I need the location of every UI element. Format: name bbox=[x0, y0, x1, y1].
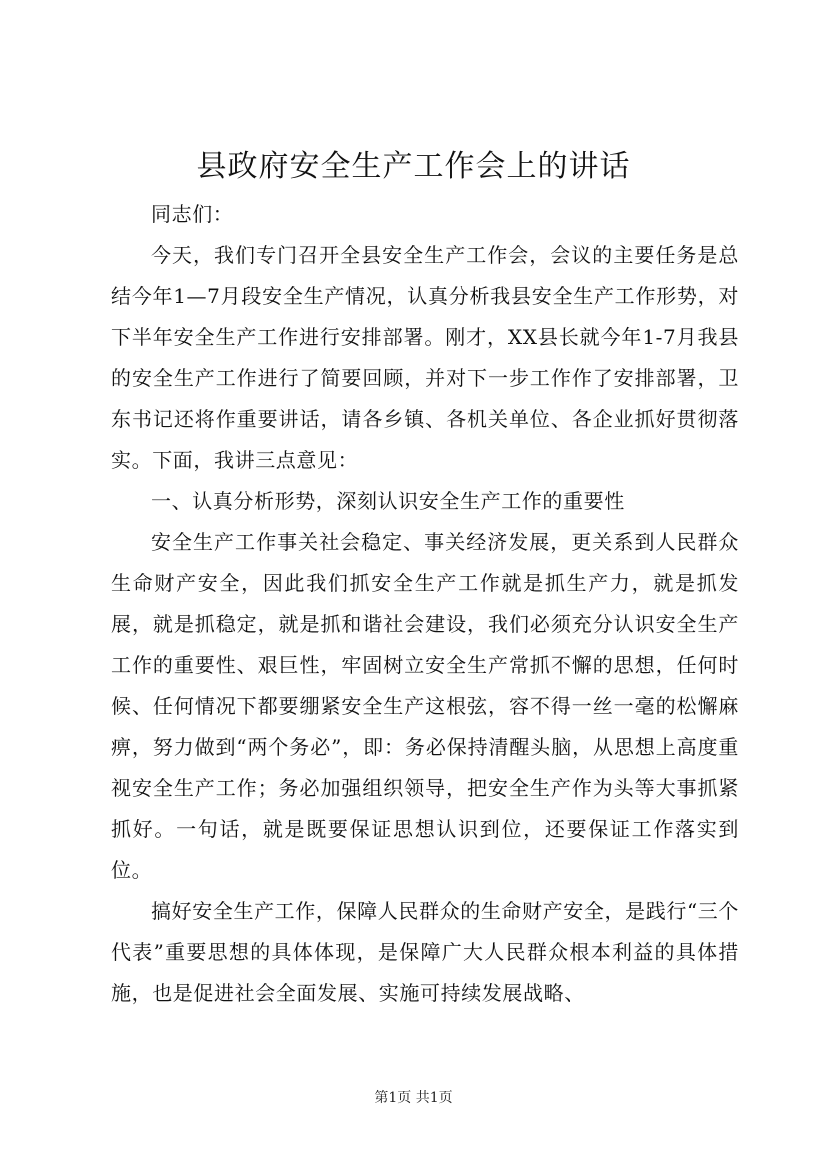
document-body bbox=[111, 194, 739, 1014]
paragraph-practice: 搞好安全生产工作，保障人民群众的生命财产安全，是践行“三个代表”重要思想的具体体现，是保障广大人民群众根本利益的具体措施，也是促进社会全面发展、实施可持续发展战略、 bbox=[111, 899, 739, 1005]
page-number: 第1页 共1页 bbox=[374, 1090, 453, 1106]
paragraph-intro: 今天，我们专门召开全县安全生产工作会，会议的主要任务是总结今年1—7月段安全生产情况，认真分析我县安全生产工作形势，对下半年安全生产工作进行安排部署。刚才，XX县长就今年1-7月我县的安全生产工作进行了简要回顾，并对下一步工作作了安排部署，卫东书记还将作重要讲话，请各乡镇、各机关单位、各企业抓好贯彻落实。下面，我讲三点意见： bbox=[111, 243, 739, 472]
paragraph-importance: 安全生产工作事关社会稳定、事关经济发展，更关系到人民群众生命财产安全，因此我们抓安全生产工作就是抓生产力，就是抓发展，就是抓稳定，就是抓和谐社会建设，我们必须充分认识安全生产工作的重要性、艰巨性，牢固树立安全生产常抓不懈的思想，任何时候、任何情况下都要绷紧安全生产这根弦，容不得一丝一毫的松懈麻痹，努力做到“两个务必”，即：务必保持清醒头脑，从思想上高度重视安全生产工作；务必加强组织领导，把安全生产作为头等大事抓紧抓好。一句话，就是既要保证思想认识到位，还要保证工作落实到位。 bbox=[111, 530, 739, 882]
page-footer bbox=[0, 1088, 827, 1108]
section-heading-1: 一、认真分析形势，深刻认识安全生产工作的重要性 bbox=[151, 489, 625, 513]
salutation: 同志们： bbox=[151, 202, 234, 226]
document-title: 县政府安全生产工作会上的讲话 bbox=[196, 149, 631, 184]
